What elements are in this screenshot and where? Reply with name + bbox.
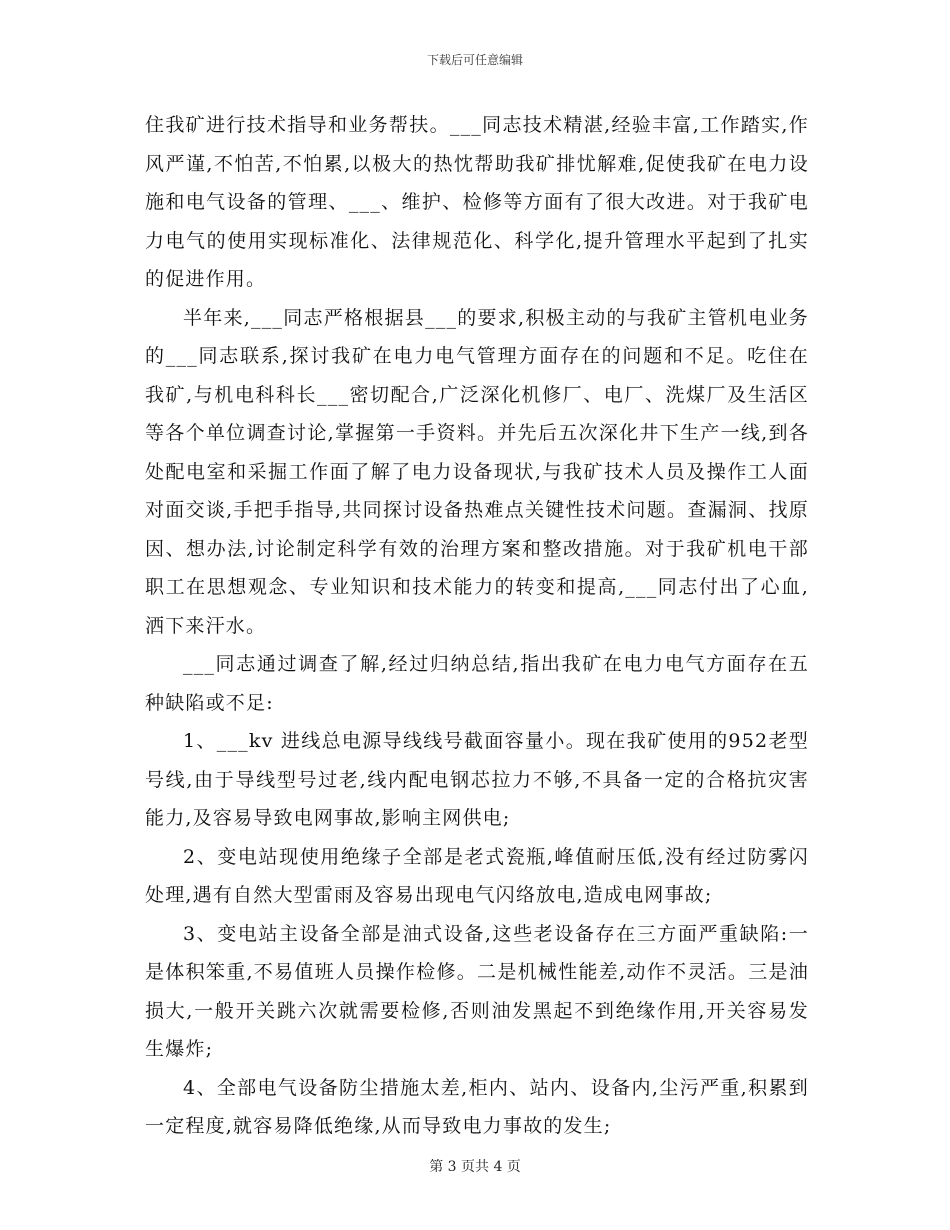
paragraph-summary-intro: ___同志通过调查了解,经过归纳总结,指出我矿在电力电气方面存在五种缺陷或不足: [145,653,809,714]
list-item-2: 2、变电站现使用绝缘子全部是老式瓷瓶,峰值耐压低,没有经过防雾闪处理,遇有自然大型雷雨及容易出现电气闪络放电,造成电网事故; [145,845,809,906]
page-header: 下载后可任意编辑 [426,53,523,67]
page-footer: 第 3 页共 4 页 [429,1159,521,1175]
list-item-3: 3、变电站主设备全部是油式设备,这些老设备存在三方面严重缺陷:一是体积笨重,不易值班人员操作检修。二是机械性能差,动作不灵活。三是油损大,一般开关跳六次就需要检修,否则油发黑起不到绝缘作用,开关容易发生爆炸; [145,922,809,1060]
list-item-4: 4、全部电气设备防尘措施太差,柜内、站内、设备内,尘污严重,积累到一定程度,就容易降低绝缘,从而导致电力事故的发生; [145,1076,809,1137]
paragraph-half-year: 半年来,___同志严格根据县___的要求,积极主动的与我矿主管机电业务的___同志联系,探讨我矿在电力电气管理方面存在的问题和不足。吃住在我矿,与机电科科长___密切配合,广泛深化机修厂、电厂、洗煤厂及生活区等各个单位调查讨论,掌握第一手资料。并先后五次深化井下生产一线,到各处配电室和采掘工作面了解了电力设备现状,与我矿技术人员及操作工人面对面交谈,手把手指导,共同探讨设备热难点关键性技术问题。查漏洞、找原因、想办法,讨论制定科学有效的治理方案和整改措施。对于我矿机电干部职工在思想观念、专业知识和技术能力的转变和提高,___同志付出了心血,洒下来汗水。 [145,306,809,637]
list-item-1: 1、___kv 进线总电源导线线号截面容量小。现在我矿使用的952老型号线,由于导线型号过老,线内配电钢芯拉力不够,不具备一定的合格抗灾害能力,及容易导致电网事故,影响主网供电; [145,730,809,829]
paragraph-continuation: 住我矿进行技术指导和业务帮扶。___同志技术精湛,经验丰富,工作踏实,作风严谨,不怕苦,不怕累,以极大的热忱帮助我矿排忧解难,促使我矿在电力设施和电气设备的管理、___、维护、检修等方面有了很大改进。对于我矿电力电气的使用实现标准化、法律规范化、科学化,提升管理水平起到了扎实的促进作用。 [145,114,809,290]
document-body [145,106,809,1146]
